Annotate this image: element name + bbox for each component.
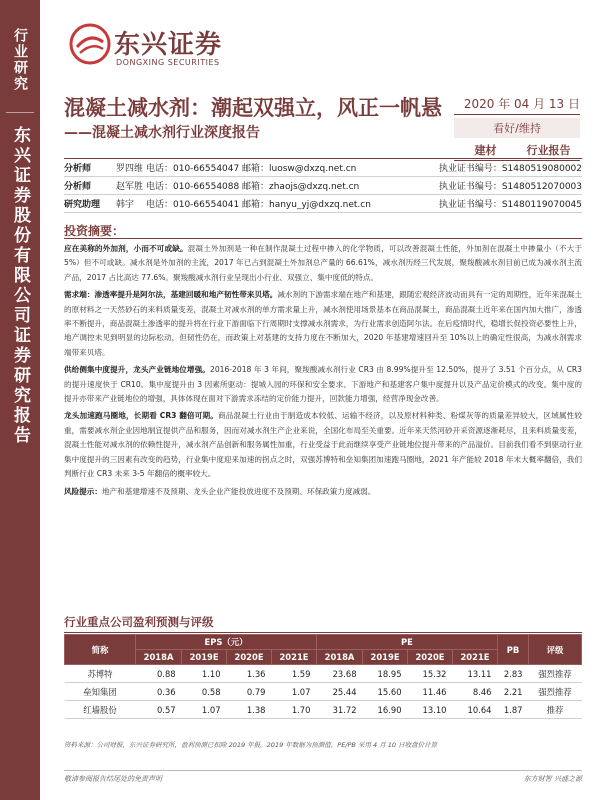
analyst-cert: 执业证书编号：S1480519080002: [438, 164, 582, 174]
company-rating: 强烈推荐: [529, 683, 582, 701]
table-cell: 0.57: [136, 701, 182, 719]
forecast-table-title: 行业重点公司盈利预测与评级: [64, 615, 214, 629]
table-cell: 10.64: [452, 701, 497, 719]
report-type-label: 行业研究: [0, 0, 40, 110]
sidebar: [0, 0, 40, 800]
table-cell: 1.70: [272, 701, 317, 719]
table-divider: [64, 632, 582, 633]
company-name: 垒知集团: [65, 683, 136, 701]
company-name: 红墙股份: [65, 701, 136, 719]
table-cell: 1.07: [182, 701, 227, 719]
paragraph-lead: 供给侧集中度提升，龙头产业链地位增强。: [64, 365, 210, 375]
table-cell: 23.68: [316, 665, 362, 683]
paragraph-lead: 需求端：渗透率提升是阿尔法，基建回暖和地产韧性带来贝塔。: [64, 290, 278, 300]
header-year: 2020E: [227, 650, 272, 665]
footer-divider: [64, 770, 582, 771]
table-cell: 11.46: [408, 683, 453, 701]
header-year: 2021E: [452, 650, 497, 665]
table-cell: 13.10: [408, 701, 453, 719]
table-cell: 1.36: [227, 665, 272, 683]
analyst-email[interactable]: 邮箱：luosw@dxzq.net.cn: [242, 164, 357, 174]
analyst-table: [64, 158, 582, 213]
paragraph-text: 商品混凝土行业由于制造成本较低、运输不经济，以及原材料种类、粉煤灰等的质量差异较大，区域属性较重，需要减水剂企业因地制宜提供产品和服务，因而对减水剂生产企业来说，全国化布局至关重要。近年来天然河砂开采资源逐渐耗尽，且来料质量变差，混凝土性能对减水剂的依赖性提升，减水剂产品创新和服务属性加重，行业受益于此而继续享受产业链地位提升带来的产品溢价。目前我们看不到驱动行业集中度提升的三因素有改变的趋势，行业集中度迎来加速的拐点之时，双强苏博特和垒知集团加速跑马圈地，2021 年产能较 2018 年末大概率翻倍，我们判断行业 CR3 未来 3-5 年翻倍的概率较大。: [64, 411, 582, 479]
table-source-note: 资料来源：公司财报，东兴证券研究所，盈利预测已扣除 2019 年报。2019 年数据为预测值，PE/PB 采用 4 月 10 日收盘价计算: [64, 741, 438, 749]
summary-body: [64, 242, 582, 502]
analyst-role: 分析师: [64, 164, 92, 174]
analyst-email[interactable]: 邮箱：zhaojs@dxzq.net.cn: [242, 182, 360, 192]
table-header-row: [65, 635, 582, 650]
analyst-email[interactable]: 邮箱：hanyu_yj@dxzq.net.cn: [242, 200, 371, 210]
logo-english: DONGXING SECURITIES: [116, 58, 220, 67]
paragraph: [64, 363, 582, 406]
company-vertical-title: 东兴证券股份有限公司证券研究报告: [10, 126, 30, 446]
paragraph: [64, 409, 582, 481]
paragraph: [64, 485, 582, 499]
company-rating: 强烈推荐: [529, 665, 582, 683]
paragraph-lead: 风险提示：: [64, 486, 102, 496]
report-title: 混凝土减水剂：潮起双强立，风正一帆悬: [64, 96, 442, 120]
table-cell: 15.60: [363, 683, 408, 701]
analyst-phone: 电话：010-66554041: [146, 200, 240, 210]
table-cell: 0.36: [136, 683, 182, 701]
paragraph-text: 减水剂的下游需求端在地产和基建，跟随宏观经济波动而具有一定的周期性，近年来混凝土的原材料之一天然砂石的来料质量变差，混凝土对减水剂的单方需求量上升，减水剂使用场景基本在商品混凝土，商品混凝土近年来在国内加大推广，渗透率不断提升，商品混凝土渗透率的提升将在行业下游面临下行周期时支撑减水剂需求，为行业需求创造阿尔法。在后疫情时代，稳增长促投资必要性上升，地产调控未见到明显的边际松动，但韧性仍在，而政策上对基建的支持力度在不断加大，2020 年基建增速回升至 10%以上的确定性很高，为减水剂需求端带来贝塔。: [64, 290, 583, 357]
table-cell: 25.44: [316, 683, 362, 701]
table-cell: 0.58: [182, 683, 227, 701]
company-rating: 推荐: [529, 701, 582, 719]
header-year: 2018A: [316, 650, 362, 665]
summary-heading: 投资摘要：: [64, 224, 125, 238]
table-cell: 2.21: [498, 683, 529, 701]
table-cell: 31.72: [316, 701, 362, 719]
table-cell: 1.10: [182, 665, 227, 683]
analyst-row: [64, 195, 582, 213]
header-pb: PB: [498, 635, 529, 665]
header-year: 2018A: [136, 650, 182, 665]
sidebar-divider: [6, 112, 34, 113]
table-cell: 1.87: [498, 701, 529, 719]
analyst-role: 研究助理: [64, 200, 101, 210]
table-cell: 15.32: [408, 665, 453, 683]
analyst-row: [64, 177, 582, 195]
footer-disclaimer: 敬请参阅报告结尾处的免责声明: [64, 775, 162, 783]
paragraph: [64, 242, 582, 285]
table-cell: 1.38: [227, 701, 272, 719]
tag-sector: 建材: [454, 140, 517, 161]
header-year: 2020E: [408, 650, 453, 665]
analyst-name: 罗四维: [116, 164, 144, 174]
footer-slogan: 东方财智 兴盛之源: [523, 775, 582, 783]
section-divider: [64, 238, 582, 239]
table-cell: 1.07: [272, 683, 317, 701]
table-cell: 0.79: [227, 683, 272, 701]
table-cell: 0.88: [136, 665, 182, 683]
table-cell: 13.11: [452, 665, 497, 683]
tag-type: 行业报告: [517, 140, 580, 161]
report-date: 2020 年 04 月 13 日: [454, 95, 580, 115]
table-cell: 18.95: [363, 665, 408, 683]
company-name: 苏博特: [65, 665, 136, 683]
paragraph-text: 地产和基建增速不及预期、龙头企业产能投放进度不及预期、环保政策力度减弱。: [101, 486, 376, 496]
dongxing-logo: [68, 22, 238, 76]
logo-name: 东兴证券: [114, 30, 223, 60]
forecast-table: [64, 634, 582, 719]
logo-mark-icon: [68, 22, 112, 66]
analyst-phone: 电话：010-66554047: [146, 164, 240, 174]
analyst-phone: 电话：010-66554088: [146, 182, 240, 192]
table-cell: 8.46: [452, 683, 497, 701]
paragraph-text: 混凝土外加剂是一种在制作混凝土过程中掺入的化学物质，可以改善混凝土性能，外加剂在混凝土中掺量小（不大于 5%）但不可或缺。减水剂是外加剂的主流，2017 年已占到混凝土外加剂总产量的 66.61%，减水剂历经三代发展，聚羧酸减水剂目前已成为减水剂主流产品，2017 占比高达 77.6%。聚羧酸减水剂行业呈现出小行业、双强立、集中度低的特点。: [64, 244, 582, 282]
paragraph-lead: 应在美称的外加剂，小而不可或缺。: [64, 244, 188, 253]
header-year: 2021E: [272, 650, 317, 665]
rating-badge: 看好/维持: [454, 118, 580, 138]
table-row: [65, 701, 582, 719]
paragraph: [64, 288, 582, 360]
report-subtitle: ——混凝土减水剂行业深度报告: [64, 125, 260, 141]
table-row: [65, 683, 582, 701]
paragraph-text: 2016-2018 年 3 年间，聚羧酸减水剂行业 CR3 由 8.99%提升至 12.50%，提升了 3.51 个百分点，从 CR3 的提升速度快于 CR10。集中度提升由 3 因素所驱动：提城入园的环保和安全要求、下游地产和基建客户集中度提升以及产品定价模式的改变。集中度的提升亦带来产业链地位的增强，具体体现在面对下游需求冻结的定价能力提升，回款能力增强，经营净现金改善。: [64, 365, 582, 404]
analyst-name: 韩宇: [116, 200, 135, 210]
analyst-role: 分析师: [64, 182, 92, 192]
analyst-row: [64, 158, 582, 177]
table-cell: 16.90: [363, 701, 408, 719]
report-meta: [454, 95, 580, 161]
analyst-cert: 执业证书编号：S1480119070045: [438, 200, 582, 210]
header-name: 简称: [65, 635, 136, 665]
paragraph-lead: 龙头加速跑马圈地，长期看 CR3 翻倍可期。: [64, 411, 219, 421]
analyst-name: 赵军胜: [116, 182, 144, 192]
header-year: 2019E: [363, 650, 408, 665]
header-year: 2019E: [182, 650, 227, 665]
header-rating: 评级: [529, 635, 582, 665]
analyst-cert: 执业证书编号：S1480512070003: [438, 182, 582, 192]
header-pe: PE: [316, 635, 497, 650]
table-cell: 1.59: [272, 665, 317, 683]
table-row: [65, 665, 582, 683]
table-cell: 2.83: [498, 665, 529, 683]
header-eps: EPS（元）: [136, 635, 317, 650]
